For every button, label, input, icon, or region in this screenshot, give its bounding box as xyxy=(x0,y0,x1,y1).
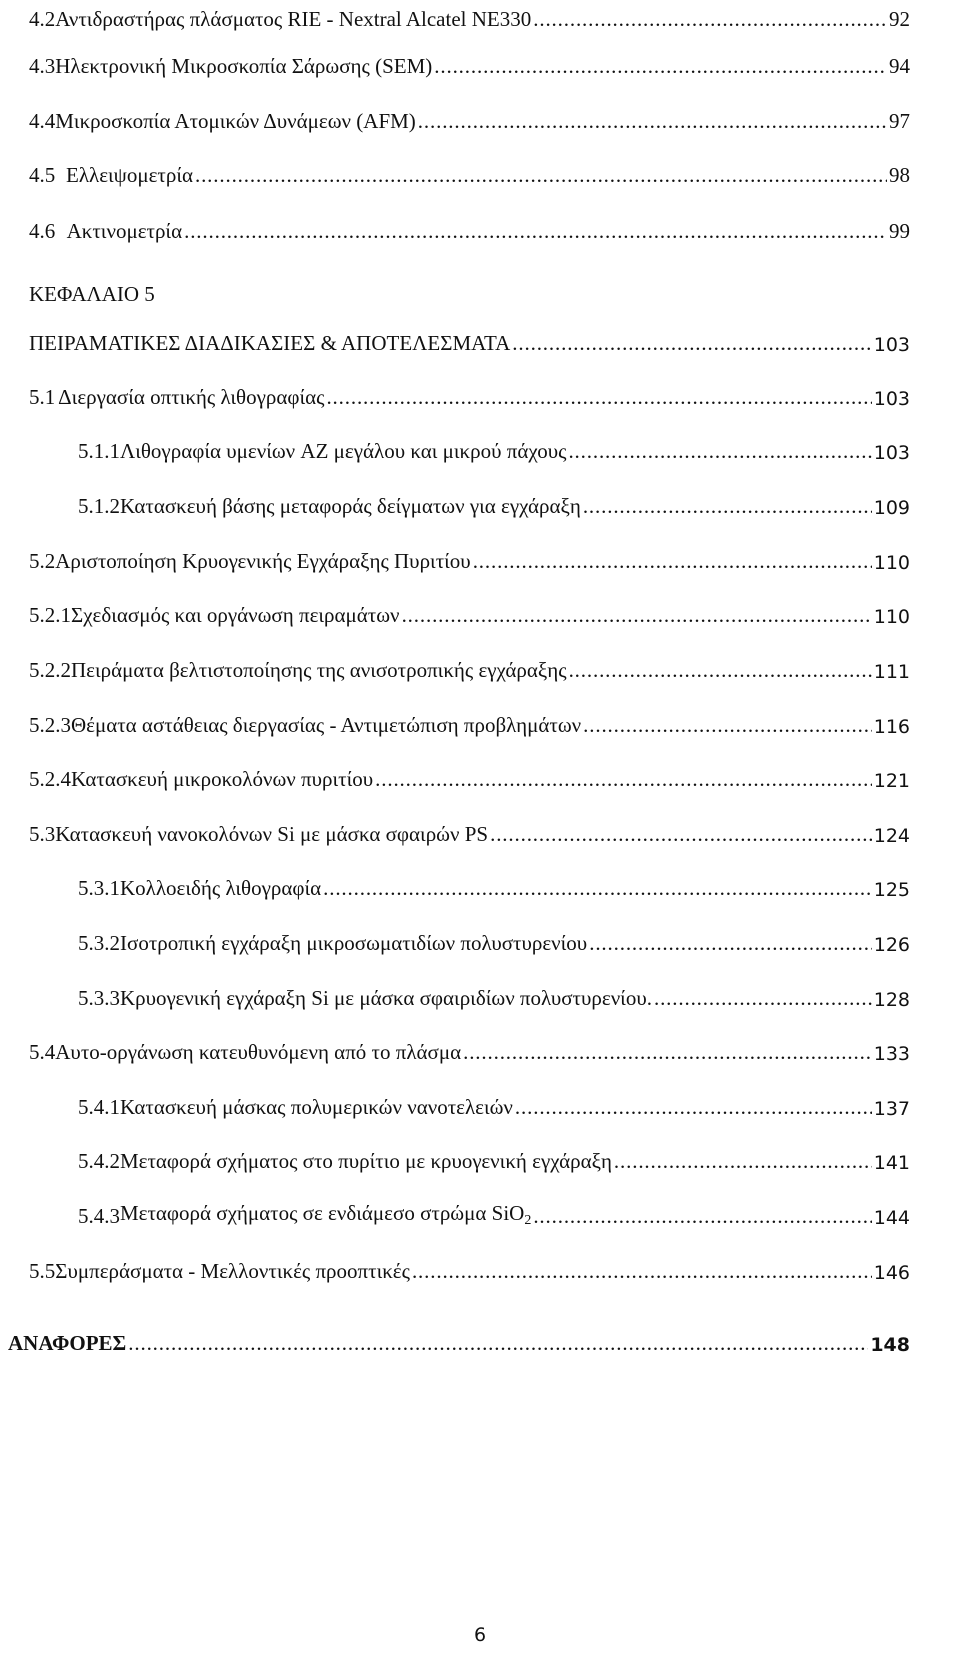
toc-entry-page: 98 xyxy=(889,163,910,187)
toc-entry-page: 124 xyxy=(873,825,910,847)
dot-leader xyxy=(473,549,872,574)
dot-leader xyxy=(434,54,887,79)
toc-entry-number: 5.2.1 xyxy=(29,603,71,627)
toc-entry-page: 116 xyxy=(873,716,910,738)
toc-entry-page: 97 xyxy=(889,109,910,133)
toc-entry-page: 146 xyxy=(873,1262,910,1284)
toc-entry-number: 5.3 xyxy=(29,822,56,846)
toc-entry-number: 5.1.1 xyxy=(78,439,120,463)
toc-entry-number: 4.4 xyxy=(29,109,56,133)
toc-entry-number: 5.3.3 xyxy=(78,986,120,1010)
dot-leader xyxy=(512,331,871,356)
toc-entry-title: Κατασκευή μικροκολόνων πυριτίου xyxy=(71,767,374,791)
toc-entry-page: 111 xyxy=(873,661,910,683)
toc-entry-page: 92 xyxy=(889,7,910,31)
toc-entry-number: 5.4.2 xyxy=(78,1149,120,1173)
toc-entry-number: 4.2 xyxy=(29,7,56,31)
dot-leader xyxy=(402,603,872,628)
toc-entry-title: Ηλεκτρονική Μικροσκοπία Σάρωσης (SEM) xyxy=(55,54,433,78)
toc-entry-page: 133 xyxy=(873,1043,910,1065)
toc-entry-title: ΑΝΑΦΟΡΕΣ xyxy=(8,1331,127,1355)
toc-entry-5-2-4[interactable] xyxy=(29,758,910,792)
toc-entry-4-2[interactable] xyxy=(29,0,910,32)
toc-entry-5-2-1[interactable] xyxy=(29,594,910,628)
toc-entry-5-1[interactable] xyxy=(29,376,910,410)
dot-leader xyxy=(515,1095,872,1120)
toc-entry-page: 103 xyxy=(873,442,910,464)
toc-entry-number: 5.2.2 xyxy=(29,658,71,682)
toc-entry-title: Θέματα αστάθειας διεργασίας - Αντιμετώπιση προβλημάτων xyxy=(71,713,582,737)
toc-entry-5-3-3[interactable] xyxy=(78,977,910,1011)
toc-entry-5-5[interactable] xyxy=(29,1250,910,1284)
toc-entry-number: 5.4.1 xyxy=(78,1095,120,1119)
toc-entry-references[interactable] xyxy=(8,1322,910,1356)
toc-entry-number: 5.2.3 xyxy=(29,713,71,737)
toc-entry-title: Μικροσκοπία Ατομικών Δυνάμεων (AFM) xyxy=(55,109,416,133)
toc-entry-5-4-3[interactable] xyxy=(78,1195,910,1229)
dot-leader xyxy=(568,439,871,464)
toc-entry-page: 148 xyxy=(870,1334,910,1356)
toc-entry-title: Ισοτροπική εγχάραξη μικροσωματιδίων πολυστυρενίου xyxy=(120,931,588,955)
toc-entry-title: Ελλειψομετρία xyxy=(66,163,193,187)
toc-entry-title: Κατασκευή βάσης μεταφοράς δείγματων για εγχάραξη xyxy=(120,494,581,518)
dot-leader xyxy=(326,385,871,410)
dot-leader xyxy=(533,1204,871,1229)
toc-entry-title: Κρυογενική εγχάραξη Si με μάσκα σφαιριδίων πολυστυρενίου. xyxy=(120,986,652,1010)
toc-entry-title xyxy=(120,1201,531,1229)
dot-leader xyxy=(463,1040,872,1065)
toc-entry-page: 110 xyxy=(873,606,910,628)
dot-leader xyxy=(184,219,887,244)
page-number: 6 xyxy=(473,1624,487,1646)
dot-leader xyxy=(418,109,887,134)
toc-entry-number: 5.2 xyxy=(29,549,56,573)
toc-entry-5-2-2[interactable] xyxy=(29,649,910,683)
toc-entry-5-3-2[interactable] xyxy=(78,922,910,956)
toc-entry-page: 103 xyxy=(873,388,910,410)
toc-entry-title-main: Μεταφορά σχήματος σε ενδιάμεσο στρώμα SiO xyxy=(120,1201,525,1225)
toc-entry-title: Κολλοειδής λιθογραφία xyxy=(120,876,322,900)
toc-entry-page: 137 xyxy=(873,1098,910,1120)
dot-leader xyxy=(375,767,872,792)
toc-entry-page: 141 xyxy=(873,1152,910,1174)
dot-leader xyxy=(583,713,872,738)
toc-entry-page: 144 xyxy=(873,1207,910,1229)
toc-entry-title: ΠΕΙΡΑΜΑΤΙΚΕΣ ΔΙΑΔΙΚΑΣΙΕΣ & ΑΠΟΤΕΛΕΣΜΑΤΑ xyxy=(29,331,511,355)
toc-entry-5-4-1[interactable] xyxy=(78,1086,910,1120)
toc-entry-page: 94 xyxy=(889,54,910,78)
toc-entry-number: 5.2.4 xyxy=(29,767,71,791)
toc-entry-page: 121 xyxy=(873,770,910,792)
toc-entry-title: Πειράματα βελτιστοποίησης της ανισοτροπικής εγχάραξης xyxy=(71,658,567,682)
toc-entry-title: Σχεδιασμός και οργάνωση πειραμάτων xyxy=(71,603,400,627)
toc-entry-5-4[interactable] xyxy=(29,1031,910,1065)
toc-entry-title: Κατασκευή νανοκολόνων Si με μάσκα σφαιρών PS xyxy=(55,822,489,846)
dot-leader xyxy=(195,163,887,188)
toc-entry-number: 4.6 xyxy=(29,219,56,243)
dot-leader xyxy=(323,876,872,901)
toc-entry-title: Συμπεράσματα - Μελλοντικές προοπτικές xyxy=(55,1259,410,1283)
dot-leader xyxy=(654,986,872,1011)
dot-leader xyxy=(583,494,872,519)
toc-entry-5-1-2[interactable] xyxy=(78,485,910,519)
toc-entry-4-5[interactable] xyxy=(29,154,910,188)
toc-entry-page: 126 xyxy=(873,934,910,956)
toc-entry-4-3[interactable] xyxy=(29,45,910,79)
toc-entry-number: 5.3.1 xyxy=(78,876,120,900)
toc-entry-page: 103 xyxy=(873,334,910,356)
toc-entry-page: 109 xyxy=(873,497,910,519)
toc-entry-title: Μεταφορά σχήματος στο πυρίτιο με κρυογενική εγχάραξη xyxy=(120,1149,612,1173)
toc-entry-title: Διεργασία οπτικής λιθογραφίας xyxy=(58,385,325,409)
dot-leader xyxy=(614,1149,872,1174)
toc-entry-4-6[interactable] xyxy=(29,210,910,244)
toc-entry-number: 5.1.2 xyxy=(78,494,120,518)
toc-entry-5-2-3[interactable] xyxy=(29,704,910,738)
toc-entry-page: 125 xyxy=(873,879,910,901)
subscript: 2 xyxy=(524,1213,532,1228)
dot-leader xyxy=(490,822,872,847)
toc-entry-page: 110 xyxy=(873,552,910,574)
toc-entry-title: Ακτινομετρία xyxy=(66,219,183,243)
dot-leader xyxy=(412,1259,872,1284)
toc-entry-page: 99 xyxy=(889,219,910,243)
toc-entry-5-2[interactable] xyxy=(29,540,910,574)
toc-entry-5-3-1[interactable] xyxy=(78,867,910,901)
dot-leader xyxy=(569,658,872,683)
toc-entry-title: Αυτο-οργάνωση κατευθυνόμενη από το πλάσμα xyxy=(55,1040,462,1064)
toc-entry-number: 5.3.2 xyxy=(78,931,120,955)
toc-entry-number: 5.4.3 xyxy=(78,1204,120,1228)
toc-entry-number: 5.1 xyxy=(29,385,56,409)
toc-entry-number: 5.5 xyxy=(29,1259,56,1283)
toc-entry-title: Αριστοποίηση Κρυογενικής Εγχάραξης Πυριτίου xyxy=(55,549,471,573)
toc-entry-title: Λιθογραφία υμενίων AZ μεγάλου και μικρού πάχους xyxy=(120,439,567,463)
toc-entry-5-1-1[interactable] xyxy=(78,430,910,464)
toc-entry-title: Αντιδραστήρας πλάσματος RIE - Nextral Alcatel NE330 xyxy=(55,7,532,31)
toc-entry-number: 4.5 xyxy=(29,163,56,187)
toc-entry-4-4[interactable] xyxy=(29,100,910,134)
toc-entry-chapter-5[interactable] xyxy=(29,322,910,356)
toc-entry-5-3[interactable] xyxy=(29,813,910,847)
chapter-label: ΚΕΦΑΛΑΙΟ 5 xyxy=(29,282,155,306)
dot-leader xyxy=(533,7,887,32)
dot-leader xyxy=(128,1331,868,1356)
toc-entry-number: 4.3 xyxy=(29,54,56,78)
dot-leader xyxy=(589,931,872,956)
toc-entry-5-4-2[interactable] xyxy=(78,1140,910,1174)
toc-entry-number: 5.4 xyxy=(29,1040,56,1064)
toc-entry-page: 128 xyxy=(873,989,910,1011)
toc-entry-title: Κατασκευή μάσκας πολυμερικών νανοτελειών xyxy=(120,1095,513,1119)
